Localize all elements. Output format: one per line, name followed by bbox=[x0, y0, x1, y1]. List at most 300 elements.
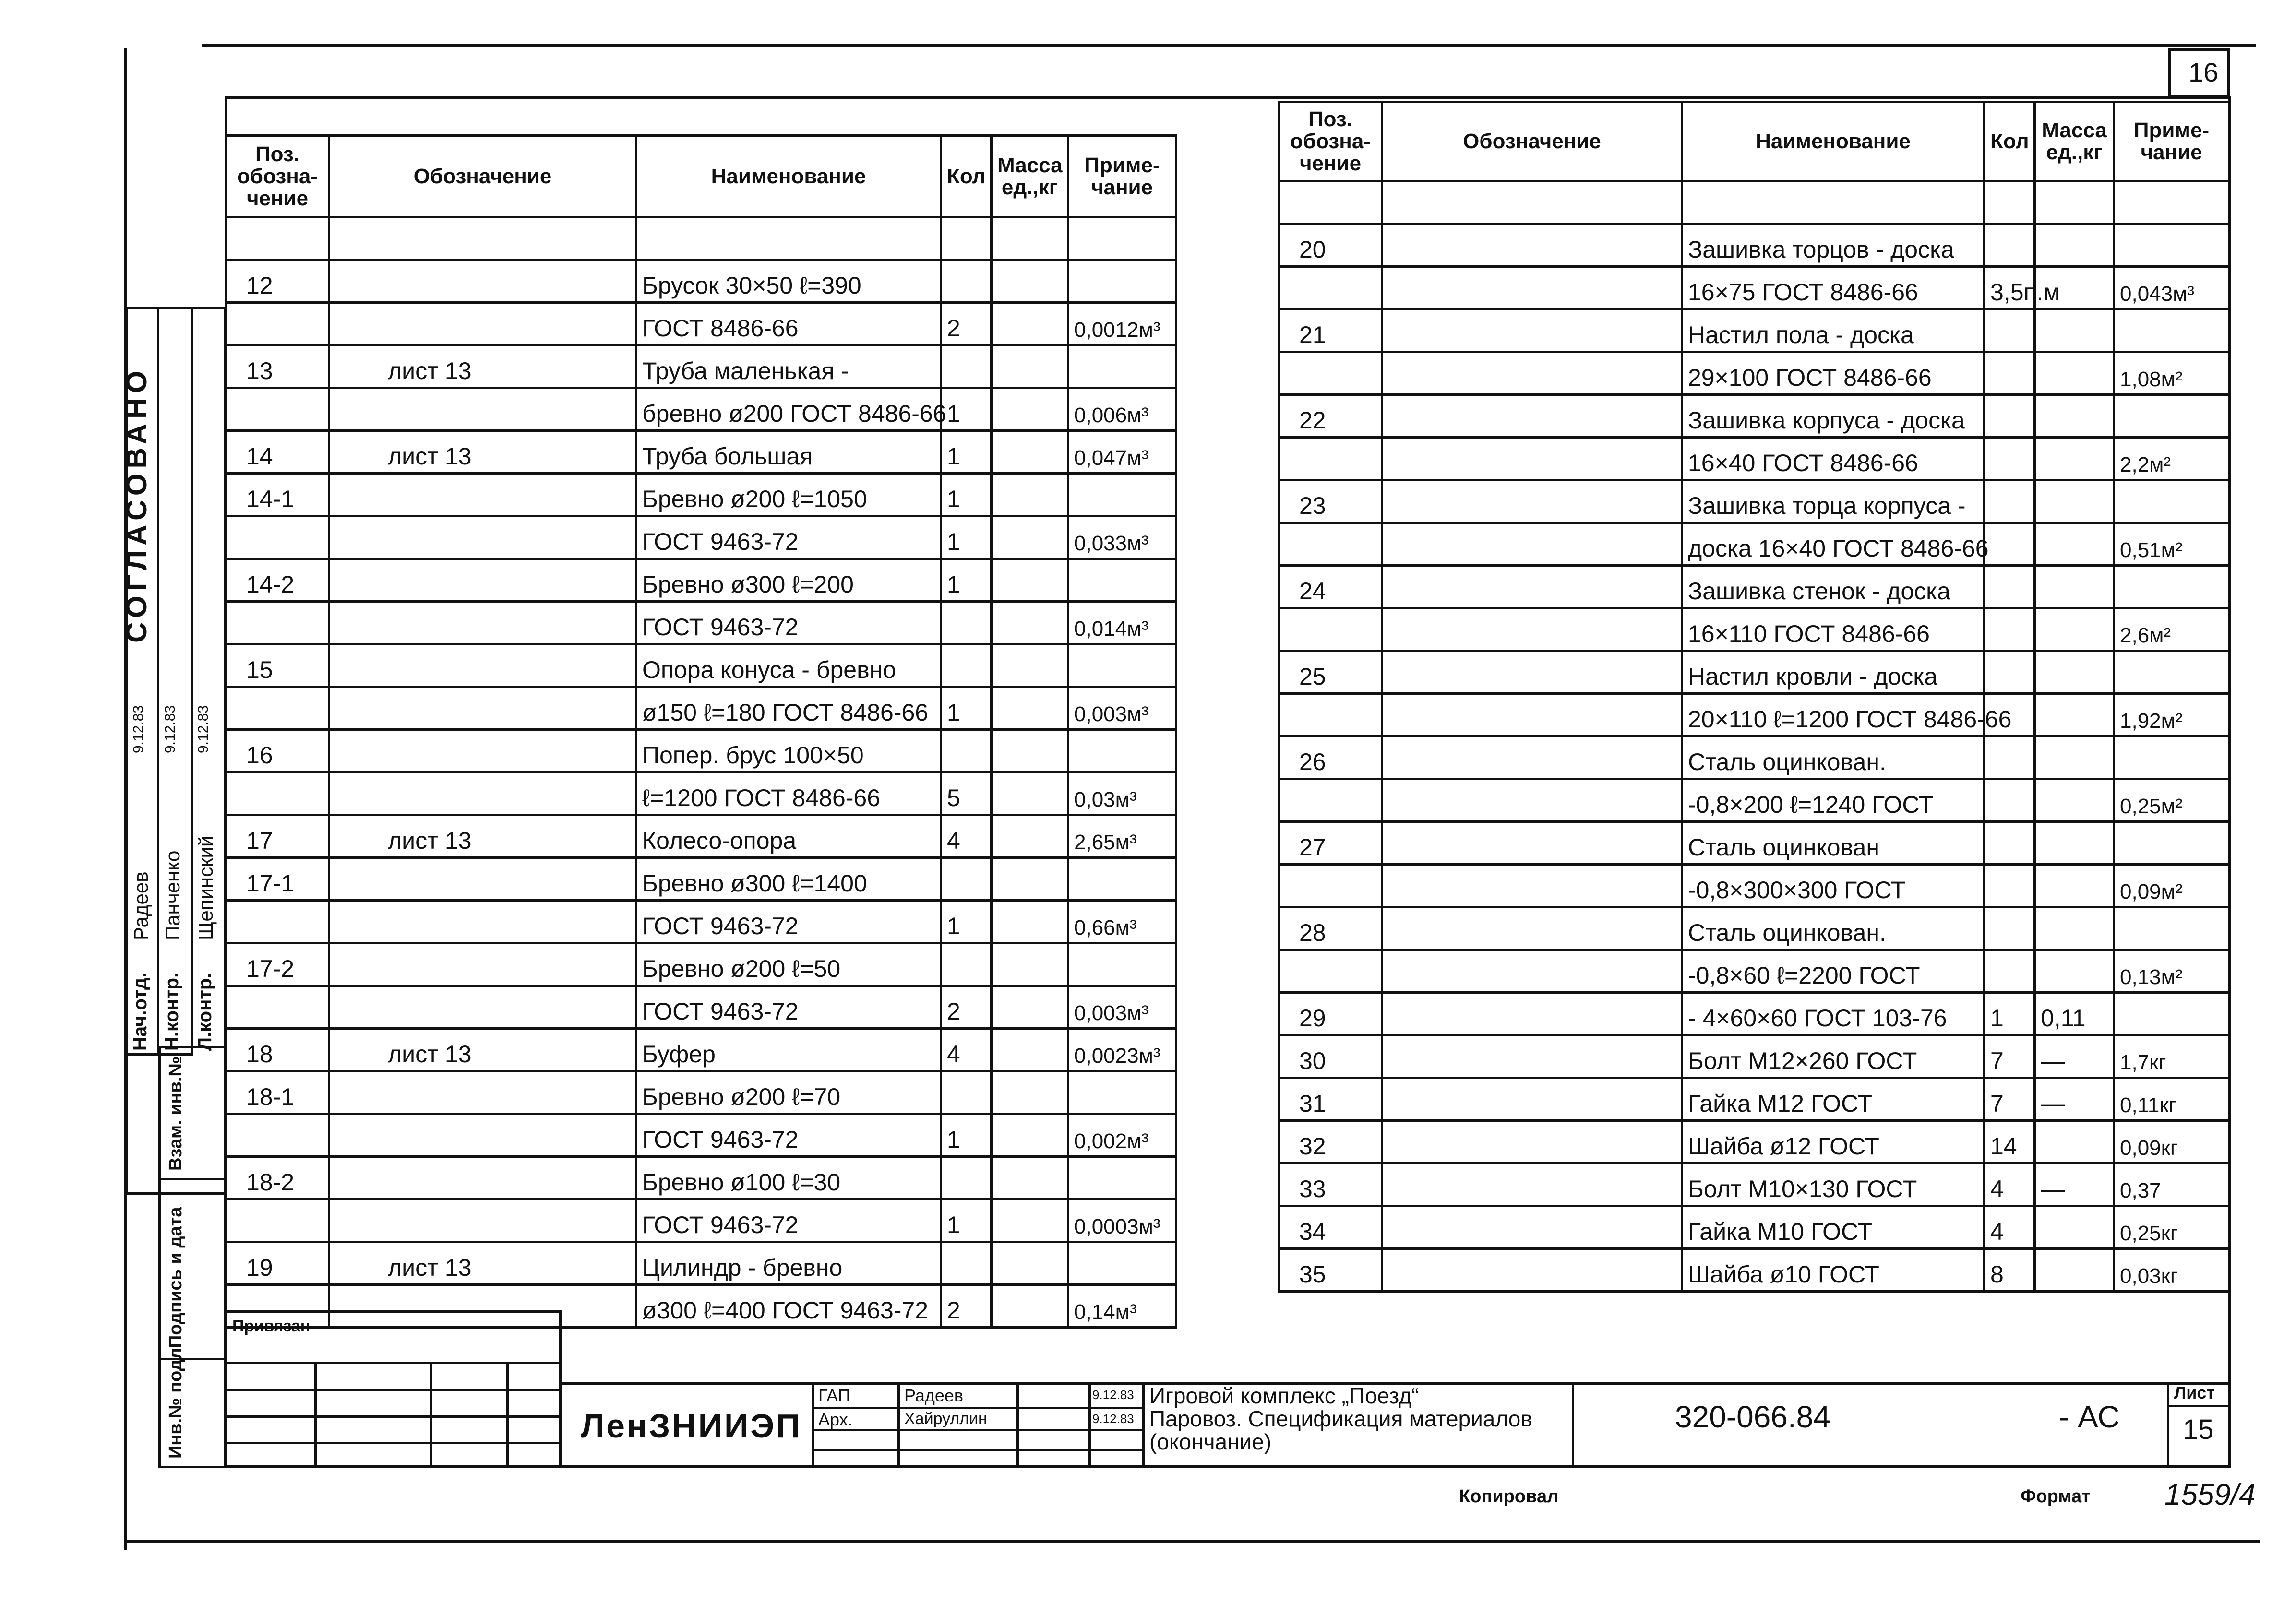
cell-designation bbox=[1382, 309, 1682, 352]
cell-note: 0,0012м³ bbox=[1068, 303, 1176, 345]
cell-note bbox=[2114, 566, 2229, 608]
cell-qty bbox=[941, 943, 992, 986]
cell-mass bbox=[992, 260, 1068, 303]
cell-pos: 31 bbox=[1279, 1078, 1382, 1121]
table-row bbox=[1279, 865, 2229, 907]
cell-mass bbox=[992, 1114, 1068, 1157]
cell-qty: 1 bbox=[941, 1114, 992, 1157]
cell-pos: 14-2 bbox=[226, 559, 329, 602]
cell-pos bbox=[1279, 352, 1382, 395]
cell-designation bbox=[329, 687, 636, 730]
cell-name: Гайка М12 ГОСТ bbox=[1682, 1078, 1985, 1121]
cell-note: 0,03м³ bbox=[1068, 772, 1176, 815]
cell-qty bbox=[1985, 822, 2035, 865]
role-arch: Арх. bbox=[818, 1410, 853, 1429]
cell-pos bbox=[226, 1199, 329, 1242]
cell-mass bbox=[992, 730, 1068, 772]
sidebar-date-3: 9.12.83 bbox=[195, 705, 211, 753]
cell-designation: лист 13 bbox=[329, 345, 636, 388]
cell-qty bbox=[1985, 395, 2035, 438]
cell-note bbox=[1068, 260, 1176, 303]
cell-mass bbox=[992, 431, 1068, 474]
header-mass: Масса ед.,кг bbox=[992, 136, 1068, 217]
cell-mass bbox=[2035, 309, 2114, 352]
table-row bbox=[1279, 1078, 2229, 1121]
sidebar-date-2: 9.12.83 bbox=[162, 705, 178, 753]
sidebar-col-2 bbox=[157, 307, 193, 1056]
spec-table-right bbox=[1278, 101, 2230, 1293]
cell-qty bbox=[1985, 779, 2035, 822]
cell-pos: 34 bbox=[1279, 1206, 1382, 1249]
sheet-number: 15 bbox=[2183, 1414, 2214, 1445]
title-divider-2 bbox=[897, 1382, 900, 1468]
cell-mass bbox=[992, 644, 1068, 687]
cell-designation bbox=[1382, 395, 1682, 438]
cell-note: 0,0003м³ bbox=[1068, 1199, 1176, 1242]
cell-qty: 1 bbox=[941, 388, 992, 431]
cell-pos: 18 bbox=[226, 1029, 329, 1071]
cell-designation bbox=[329, 303, 636, 345]
cell-name: Сталь оцинкован. bbox=[1682, 736, 1985, 779]
cell-designation bbox=[1382, 993, 1682, 1035]
sidebar-role-2: Н.контр. bbox=[161, 972, 182, 1051]
cell-designation bbox=[329, 1071, 636, 1114]
cell-designation bbox=[329, 388, 636, 431]
cell-name: ГОСТ 9463-72 bbox=[636, 1199, 941, 1242]
cell-mass bbox=[2035, 1121, 2114, 1164]
cell-mass bbox=[2035, 822, 2114, 865]
bound-grid-h1 bbox=[225, 1362, 562, 1364]
table-row bbox=[226, 345, 1176, 388]
cell-pos bbox=[1279, 523, 1382, 566]
cell-pos: 24 bbox=[1279, 566, 1382, 608]
cell-mass bbox=[2035, 1206, 2114, 1249]
cell-name: Труба маленькая - bbox=[636, 345, 941, 388]
header-spacer-row bbox=[226, 217, 1176, 260]
cell-pos bbox=[1279, 267, 1382, 309]
cell-qty: 1 bbox=[941, 901, 992, 943]
cell-note: 0,66м³ bbox=[1068, 901, 1176, 943]
cell-name: доска 16×40 ГОСТ 8486-66 bbox=[1682, 523, 1985, 566]
bottom-border-line bbox=[124, 1540, 2260, 1543]
header-mass: Масса ед.,кг bbox=[2035, 102, 2114, 181]
table-row bbox=[226, 730, 1176, 772]
table-row bbox=[226, 474, 1176, 516]
copied-label: Копировал bbox=[1459, 1486, 1559, 1507]
date-arch: 9.12.83 bbox=[1092, 1412, 1134, 1426]
cell-qty: 5 bbox=[941, 772, 992, 815]
cell-designation bbox=[329, 1114, 636, 1157]
cell-mass bbox=[992, 772, 1068, 815]
bound-grid-v3 bbox=[506, 1362, 509, 1468]
table-row bbox=[1279, 480, 2229, 523]
cell-qty bbox=[1985, 523, 2035, 566]
table-row bbox=[1279, 779, 2229, 822]
cell-qty: 7 bbox=[1985, 1078, 2035, 1121]
cell-mass bbox=[2035, 651, 2114, 694]
cell-designation: лист 13 bbox=[329, 1029, 636, 1071]
cell-name: ГОСТ 8486-66 bbox=[636, 303, 941, 345]
cell-mass bbox=[992, 1242, 1068, 1285]
cell-name: Бревно ø300 ℓ=1400 bbox=[636, 858, 941, 901]
title-line-1: Игровой комплекс „Поезд“ bbox=[1149, 1383, 1419, 1408]
cell-designation bbox=[1382, 267, 1682, 309]
cell-note: 0,25м² bbox=[2114, 779, 2229, 822]
header-pos: Поз. обозна-чение bbox=[226, 136, 329, 217]
sidebar-name-1: Радеев bbox=[130, 871, 152, 940]
cell-designation: лист 13 bbox=[329, 1242, 636, 1285]
cell-name: Опора конуса - бревно bbox=[636, 644, 941, 687]
table-row bbox=[226, 644, 1176, 687]
cell-designation bbox=[1382, 523, 1682, 566]
cell-qty bbox=[1985, 352, 2035, 395]
archive-code: 1559/4 bbox=[2164, 1478, 2256, 1511]
table-row bbox=[226, 1029, 1176, 1071]
cell-designation bbox=[329, 858, 636, 901]
cell-qty bbox=[941, 1242, 992, 1285]
cell-mass: — bbox=[2035, 1164, 2114, 1206]
cell-name: 16×40 ГОСТ 8486-66 bbox=[1682, 438, 1985, 480]
role-gap: ГАП bbox=[818, 1386, 850, 1405]
cell-name: Шайба ø12 ГОСТ bbox=[1682, 1121, 1985, 1164]
sidebar-name-3: Щепинский bbox=[194, 835, 217, 940]
cell-pos: 22 bbox=[1279, 395, 1382, 438]
title-line-2: Паровоз. Спецификация материалов bbox=[1149, 1406, 1532, 1431]
cell-note: 0,006м³ bbox=[1068, 388, 1176, 431]
cell-qty: 1 bbox=[941, 431, 992, 474]
cell-note bbox=[1068, 474, 1176, 516]
cell-mass bbox=[2035, 779, 2114, 822]
bound-label: Привязан bbox=[232, 1317, 311, 1335]
cell-designation bbox=[1382, 1035, 1682, 1078]
cell-pos: 17 bbox=[226, 815, 329, 858]
bound-grid-v2 bbox=[430, 1362, 432, 1468]
doc-mark: - АС bbox=[2059, 1400, 2120, 1434]
cell-designation bbox=[1382, 907, 1682, 950]
cell-qty bbox=[1985, 438, 2035, 480]
cell-mass: — bbox=[2035, 1078, 2114, 1121]
cell-designation bbox=[1382, 651, 1682, 694]
title-line-3: (окончание) bbox=[1149, 1429, 1272, 1454]
cell-mass bbox=[2035, 950, 2114, 993]
cell-pos: 25 bbox=[1279, 651, 1382, 694]
cell-pos: 29 bbox=[1279, 993, 1382, 1035]
cell-pos: 12 bbox=[226, 260, 329, 303]
cell-name: -0,8×300×300 ГОСТ bbox=[1682, 865, 1985, 907]
bound-grid-h2 bbox=[225, 1389, 562, 1391]
cell-pos: 16 bbox=[226, 730, 329, 772]
cell-designation bbox=[329, 943, 636, 986]
table-row bbox=[226, 1114, 1176, 1157]
cell-pos: 17-1 bbox=[226, 858, 329, 901]
cell-name: Труба большая bbox=[636, 431, 941, 474]
cell-mass bbox=[2035, 395, 2114, 438]
table-row bbox=[226, 687, 1176, 730]
table-row bbox=[1279, 907, 2229, 950]
header-designation: Обозначение bbox=[1382, 102, 1682, 181]
cell-mass bbox=[992, 1157, 1068, 1199]
sidebar-name-2: Панченко bbox=[161, 850, 184, 940]
cell-pos bbox=[1279, 694, 1382, 736]
cell-qty bbox=[1985, 224, 2035, 267]
cell-name: ø150 ℓ=180 ГОСТ 8486-66 bbox=[636, 687, 941, 730]
cell-note bbox=[1068, 559, 1176, 602]
cell-name: Бревно ø200 ℓ=70 bbox=[636, 1071, 941, 1114]
cell-note bbox=[1068, 1071, 1176, 1114]
cell-designation bbox=[329, 1157, 636, 1199]
table-row bbox=[226, 901, 1176, 943]
cell-mass bbox=[992, 858, 1068, 901]
cell-qty: 1 bbox=[941, 516, 992, 559]
cell-name: ℓ=1200 ГОСТ 8486-66 bbox=[636, 772, 941, 815]
bound-grid-h3 bbox=[225, 1415, 562, 1418]
cell-qty: 4 bbox=[941, 815, 992, 858]
cell-note: 0,0023м³ bbox=[1068, 1029, 1176, 1071]
cell-name: Зашивка торцов - доска bbox=[1682, 224, 1985, 267]
cell-qty: 1 bbox=[941, 474, 992, 516]
table-row bbox=[1279, 523, 2229, 566]
cell-pos bbox=[1279, 950, 1382, 993]
cell-mass bbox=[2035, 523, 2114, 566]
cell-note bbox=[1068, 644, 1176, 687]
cell-designation bbox=[329, 1199, 636, 1242]
table-row bbox=[226, 815, 1176, 858]
table-row bbox=[1279, 694, 2229, 736]
cell-designation: лист 13 bbox=[329, 431, 636, 474]
cell-pos bbox=[226, 901, 329, 943]
cell-pos: 14 bbox=[226, 431, 329, 474]
table-row bbox=[1279, 309, 2229, 352]
cell-qty: 14 bbox=[1985, 1121, 2035, 1164]
table-row bbox=[1279, 651, 2229, 694]
cell-name: Буфер bbox=[636, 1029, 941, 1071]
cell-note: 2,6м² bbox=[2114, 608, 2229, 651]
cell-note bbox=[2114, 822, 2229, 865]
cell-mass bbox=[2035, 736, 2114, 779]
cell-note: 0,09м² bbox=[2114, 865, 2229, 907]
cell-qty: 4 bbox=[1985, 1206, 2035, 1249]
title-divider-1 bbox=[812, 1382, 814, 1468]
cell-pos: 32 bbox=[1279, 1121, 1382, 1164]
table-row bbox=[1279, 1035, 2229, 1078]
cell-name: -0,8×200 ℓ=1240 ГОСТ bbox=[1682, 779, 1985, 822]
cell-name: ø300 ℓ=400 ГОСТ 9463-72 bbox=[636, 1285, 941, 1328]
cell-designation bbox=[1382, 438, 1682, 480]
cell-pos bbox=[226, 602, 329, 644]
cell-designation bbox=[1382, 1164, 1682, 1206]
cell-name: Бревно ø300 ℓ=200 bbox=[636, 559, 941, 602]
cell-note bbox=[2114, 395, 2229, 438]
cell-qty: 7 bbox=[1985, 1035, 2035, 1078]
cell-note bbox=[2114, 907, 2229, 950]
cell-note: 0,11кг bbox=[2114, 1078, 2229, 1121]
cell-note: 0,047м³ bbox=[1068, 431, 1176, 474]
cell-note: 0,09кг bbox=[2114, 1121, 2229, 1164]
cell-designation bbox=[1382, 1249, 1682, 1292]
header-name: Наименование bbox=[636, 136, 941, 217]
cell-designation bbox=[329, 260, 636, 303]
title-row-line-1 bbox=[812, 1407, 1143, 1409]
cell-name: -0,8×60 ℓ=2200 ГОСТ bbox=[1682, 950, 1985, 993]
cell-pos bbox=[1279, 865, 1382, 907]
cell-pos: 30 bbox=[1279, 1035, 1382, 1078]
cell-name: Зашивка стенок - доска bbox=[1682, 566, 1985, 608]
spec-table-left bbox=[225, 134, 1177, 1329]
cell-mass bbox=[992, 1285, 1068, 1328]
cell-pos: 13 bbox=[226, 345, 329, 388]
cell-note bbox=[2114, 309, 2229, 352]
bound-grid-v1 bbox=[314, 1362, 317, 1468]
cell-note: 0,25кг bbox=[2114, 1206, 2229, 1249]
cell-name: ГОСТ 9463-72 bbox=[636, 516, 941, 559]
cell-mass bbox=[992, 345, 1068, 388]
table-row bbox=[226, 388, 1176, 431]
table-row bbox=[1279, 993, 2229, 1035]
table-row bbox=[1279, 267, 2229, 309]
cell-mass bbox=[992, 986, 1068, 1029]
sidebar-agreed-label: СОГЛАСОВАНО bbox=[120, 366, 153, 643]
cell-pos bbox=[226, 388, 329, 431]
doc-number: 320-066.84 bbox=[1675, 1400, 1830, 1434]
table-row bbox=[1279, 438, 2229, 480]
cell-pos: 20 bbox=[1279, 224, 1382, 267]
cell-name: ГОСТ 9463-72 bbox=[636, 1114, 941, 1157]
table-row bbox=[226, 260, 1176, 303]
cell-mass bbox=[2035, 224, 2114, 267]
cell-designation bbox=[1382, 736, 1682, 779]
cell-mass bbox=[992, 516, 1068, 559]
table-row bbox=[1279, 224, 2229, 267]
cell-mass bbox=[2035, 566, 2114, 608]
sidebar-field-replace: Взам. инв.№ bbox=[166, 1056, 186, 1171]
header-spacer-row bbox=[1279, 181, 2229, 224]
cell-designation bbox=[329, 644, 636, 687]
cell-designation bbox=[329, 730, 636, 772]
cell-pos bbox=[226, 303, 329, 345]
cell-name: Бревно ø200 ℓ=1050 bbox=[636, 474, 941, 516]
cell-note: 0,37 bbox=[2114, 1164, 2229, 1206]
table-row bbox=[1279, 1249, 2229, 1292]
table-row bbox=[226, 772, 1176, 815]
cell-pos: 23 bbox=[1279, 480, 1382, 523]
format-label: Формат bbox=[2021, 1486, 2091, 1507]
name-arch: Хайруллин bbox=[904, 1410, 987, 1428]
cell-pos: 18-2 bbox=[226, 1157, 329, 1199]
cell-qty bbox=[1985, 566, 2035, 608]
cell-qty bbox=[1985, 907, 2035, 950]
header-qty: Кол bbox=[941, 136, 992, 217]
cell-pos: 35 bbox=[1279, 1249, 1382, 1292]
cell-note: 0,043м³ bbox=[2114, 267, 2229, 309]
cell-name: Гайка М10 ГОСТ bbox=[1682, 1206, 1985, 1249]
cell-name: Болт М12×260 ГОСТ bbox=[1682, 1035, 1985, 1078]
cell-note bbox=[1068, 345, 1176, 388]
cell-note: 0,14м³ bbox=[1068, 1285, 1176, 1328]
cell-note bbox=[2114, 480, 2229, 523]
cell-qty bbox=[1985, 309, 2035, 352]
cell-note: 0,03кг bbox=[2114, 1249, 2229, 1292]
cell-designation bbox=[1382, 694, 1682, 736]
cell-note bbox=[1068, 730, 1176, 772]
title-row-line-2 bbox=[812, 1429, 1143, 1431]
sidebar-role-3: Л.контр. bbox=[194, 973, 215, 1051]
cell-qty: 2 bbox=[941, 1285, 992, 1328]
sidebar-role-1: Нач.отд. bbox=[130, 972, 151, 1051]
cell-mass bbox=[2035, 480, 2114, 523]
cell-designation bbox=[1382, 822, 1682, 865]
cell-qty bbox=[941, 345, 992, 388]
cell-designation bbox=[329, 602, 636, 644]
cell-mass bbox=[992, 388, 1068, 431]
cell-qty: 2 bbox=[941, 986, 992, 1029]
org-name: ЛенЗНИИЭП bbox=[581, 1407, 802, 1445]
cell-mass bbox=[992, 943, 1068, 986]
cell-pos bbox=[226, 687, 329, 730]
cell-note: 1,08м² bbox=[2114, 352, 2229, 395]
cell-pos: 14-1 bbox=[226, 474, 329, 516]
sidebar-date-1: 9.12.83 bbox=[131, 705, 146, 753]
cell-designation bbox=[329, 516, 636, 559]
cell-designation bbox=[1382, 1078, 1682, 1121]
cell-mass bbox=[992, 602, 1068, 644]
top-border-line bbox=[202, 44, 2256, 47]
table-row bbox=[226, 943, 1176, 986]
cell-pos: 27 bbox=[1279, 822, 1382, 865]
cell-name: Колесо-опора bbox=[636, 815, 941, 858]
cell-qty: 3,5п.м bbox=[1985, 267, 2035, 309]
table-row bbox=[1279, 352, 2229, 395]
cell-designation bbox=[1382, 224, 1682, 267]
cell-name: Брусок 30×50 ℓ=390 bbox=[636, 260, 941, 303]
cell-mass bbox=[2035, 865, 2114, 907]
cell-pos: 33 bbox=[1279, 1164, 1382, 1206]
table-row bbox=[1279, 395, 2229, 438]
cell-designation bbox=[1382, 480, 1682, 523]
cell-mass: — bbox=[2035, 1035, 2114, 1078]
cell-designation bbox=[1382, 566, 1682, 608]
title-divider-7 bbox=[2167, 1382, 2169, 1468]
cell-name: Шайба ø10 ГОСТ bbox=[1682, 1249, 1985, 1292]
cell-note: 0,003м³ bbox=[1068, 687, 1176, 730]
title-divider-3 bbox=[1016, 1382, 1019, 1468]
cell-qty bbox=[941, 1157, 992, 1199]
cell-note: 2,65м³ bbox=[1068, 815, 1176, 858]
cell-qty: 1 bbox=[1985, 993, 2035, 1035]
cell-mass bbox=[992, 1029, 1068, 1071]
cell-note: 0,51м² bbox=[2114, 523, 2229, 566]
cell-note bbox=[1068, 1242, 1176, 1285]
cell-designation bbox=[1382, 608, 1682, 651]
bound-grid-h4 bbox=[225, 1442, 562, 1444]
cell-name: 16×110 ГОСТ 8486-66 bbox=[1682, 608, 1985, 651]
cell-mass bbox=[992, 1199, 1068, 1242]
cell-qty: 1 bbox=[941, 559, 992, 602]
cell-mass bbox=[2035, 907, 2114, 950]
name-gap: Радеев bbox=[904, 1386, 964, 1405]
cell-name: 29×100 ГОСТ 8486-66 bbox=[1682, 352, 1985, 395]
cell-pos: 28 bbox=[1279, 907, 1382, 950]
sheet-label: Лист bbox=[2174, 1383, 2215, 1402]
cell-name: Зашивка корпуса - доска bbox=[1682, 395, 1985, 438]
cell-designation bbox=[329, 986, 636, 1029]
cell-pos: 15 bbox=[226, 644, 329, 687]
title-row-line-3 bbox=[812, 1449, 1143, 1451]
cell-note bbox=[2114, 736, 2229, 779]
table-row bbox=[1279, 1206, 2229, 1249]
cell-note: 1,92м² bbox=[2114, 694, 2229, 736]
cell-qty bbox=[941, 260, 992, 303]
table-row bbox=[1279, 822, 2229, 865]
